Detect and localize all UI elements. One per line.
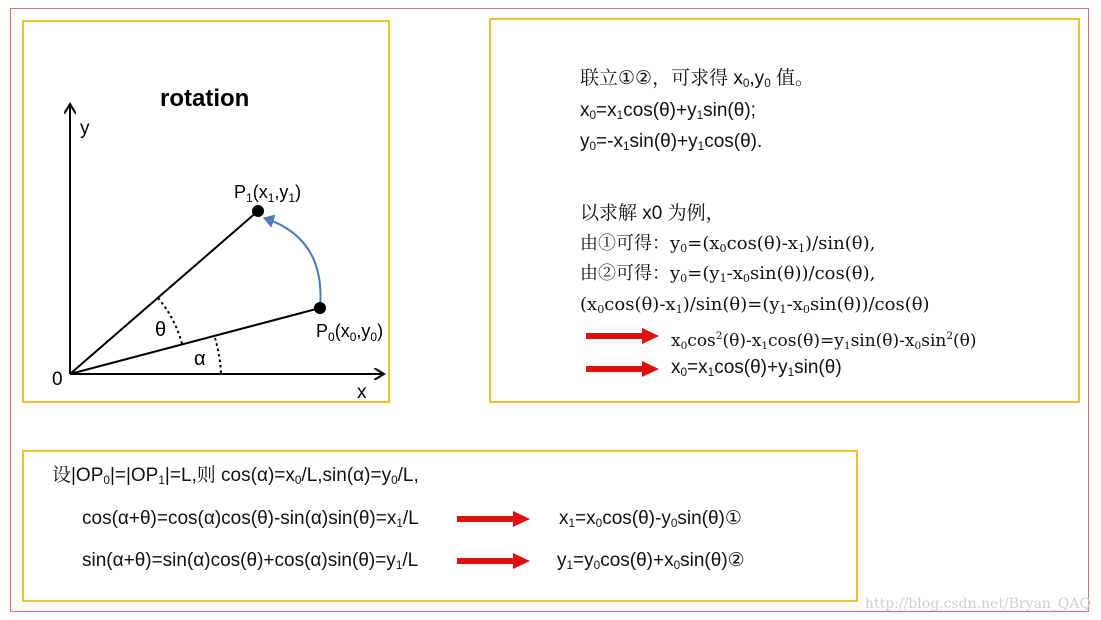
derivation-line-8: $x_0\cos^2(\theta)-x_1\cos(\theta)=y_1\sin(\theta)-x_0\sin^2(\theta)$ xyxy=(671,330,977,352)
rotation-arrow xyxy=(264,218,321,308)
diagram-title: rotation xyxy=(160,85,250,112)
origin-label: 0 xyxy=(52,369,63,390)
p0-label: $P_0(x_0,y_0)$ xyxy=(316,321,384,344)
rotation-diagram-panel xyxy=(22,20,390,403)
point-p0 xyxy=(314,302,326,314)
derivation-panel xyxy=(489,18,1080,403)
derivation-line-6: 由②可得：$y_0=(y_1-x_0\sin(\theta))/\cos(\theta)$, xyxy=(580,263,876,285)
derivation-line-7: $(x_0\cos(\theta)-x_1)/\sin(\theta)=(y_1-x_0\sin(\theta))/\cos(\theta)$ xyxy=(580,294,930,316)
setup-panel xyxy=(22,450,858,602)
alpha-arc xyxy=(215,338,221,374)
x-axis-label: x xyxy=(357,382,367,401)
watermark: http://blog.csdn.net/Bryan_QAQ xyxy=(864,596,1091,612)
setup-line-2: $\cos(\alpha+\theta)=\cos(\alpha)\cos(\theta)-\sin(\alpha)\sin(\theta)=x_1/L$ xyxy=(82,508,419,530)
y-axis-label: y xyxy=(80,118,90,139)
red-arrow-3 xyxy=(457,511,532,527)
setup-line-1: 设$|OP_0|=|OP_1|=L$,则 $\cos(\alpha)=x_0/L,\sin(\alpha)=y_0/L$, xyxy=(52,465,419,487)
red-arrow-1 xyxy=(586,328,661,344)
setup-result-1: $x_1=x_0\cos(\theta)-y_0\sin(\theta)①$ xyxy=(559,508,742,530)
derivation-line-5: 由①可得：$y_0=(x_0\cos(\theta)-x_1)/\sin(\theta)$, xyxy=(580,233,876,255)
derivation-line-9: $x_0=x_1\cos(\theta)+y_1\sin(\theta)$ xyxy=(671,357,842,379)
derivation-line-4: 以求解 x0 为例， xyxy=(580,203,725,224)
red-arrow-4 xyxy=(457,553,532,569)
theta-label: θ xyxy=(155,319,167,341)
derivation-line-2: $x_0=x_1\cos(\theta)+y_1\sin(\theta)$; xyxy=(580,100,756,122)
alpha-label: α xyxy=(194,348,206,370)
setup-result-2: $y_1=y_0\cos(\theta)+x_0\sin(\theta)②$ xyxy=(557,550,745,572)
rotation-diagram xyxy=(24,22,388,401)
point-p1 xyxy=(252,205,264,217)
red-arrow-2 xyxy=(586,361,661,377)
setup-line-3: $\sin(\alpha+\theta)=\sin(\alpha)\cos(\theta)+\cos(\alpha)\sin(\theta)=y_1/L$ xyxy=(82,550,419,572)
derivation-line-1: 联立①②，可求得 $x_0,y_0$ 值。 xyxy=(580,68,815,90)
derivation-line-3: $y_0=-x_1\sin(\theta)+y_1\cos(\theta)$. xyxy=(580,131,763,153)
p1-label: $P_1(x_1,y_1)$ xyxy=(234,182,302,205)
